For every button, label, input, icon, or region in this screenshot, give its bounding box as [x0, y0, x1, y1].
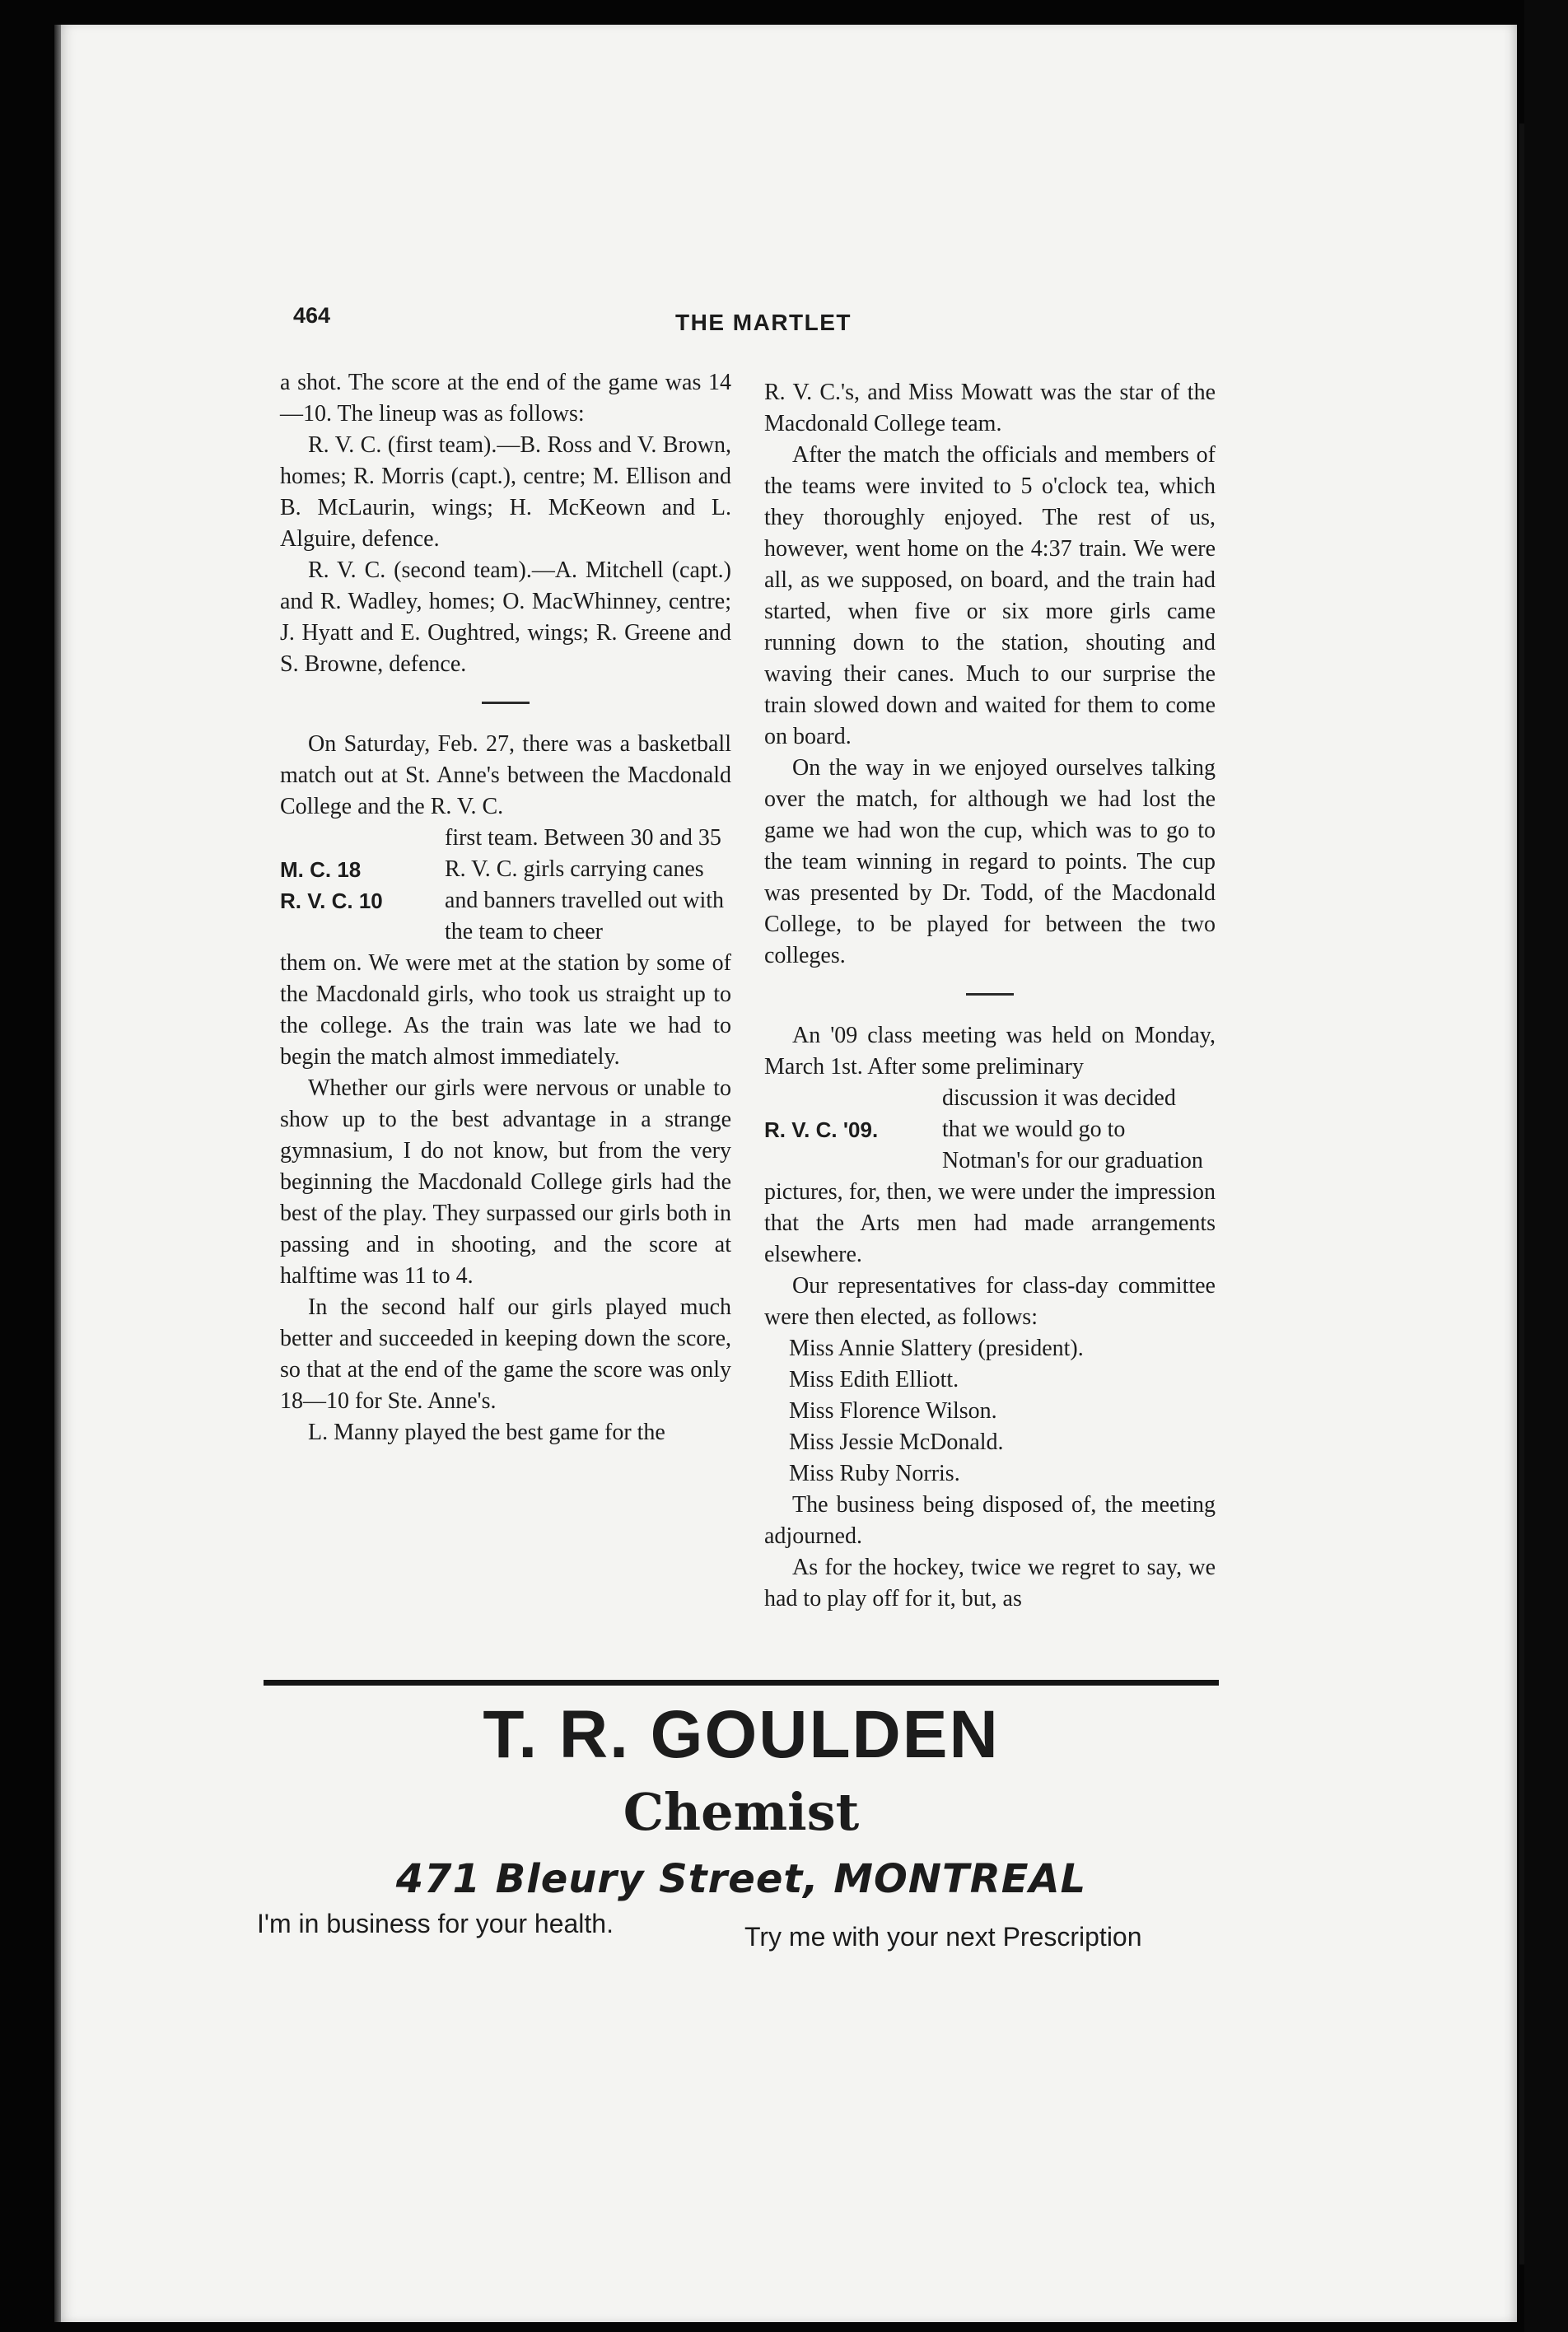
score-rvc: R. V. C. 10	[280, 888, 383, 913]
committee-member: Miss Jessie McDonald.	[789, 1430, 1004, 1455]
section-divider	[482, 702, 530, 704]
advertisement-tagline: I'm in business for your health.	[257, 1909, 614, 1938]
advertiser-trade: Chemist	[623, 1782, 860, 1842]
lineup-second-team: R. V. C. (second team).—A. Mitchell (capt.) and R. Wadley, homes; O. MacWhinney, centre; J. Hyatt and E. Oughtred, wings; R. Greene and S. Browne, defence.	[280, 557, 731, 677]
running-title: THE MARTLET	[675, 310, 852, 335]
class-sidehead-block	[764, 1083, 1216, 1177]
paragraph: discussion it was decided that we would go to Notman's for our graduation	[942, 1085, 1203, 1173]
left-column	[280, 367, 731, 1448]
paragraph: On the way in we enjoyed ourselves talking over the match, for although we had lost the game we had won the cup, which was to go to the team winning in regard to points. The cup was presented by Dr. Todd, of the Macdonald College, to be played for between the two colleges.	[764, 755, 1216, 968]
paragraph: Whether our girls were nervous or unable to show up to the best advantage in a strange gymnasium, I do not know, but from the very beginning the Macdonald College girls had the best of the play. They surpassed our girls both in passing and in shooting, and the score at halftime was 11 to 4.	[280, 1075, 731, 1289]
paragraph: In the second half our girls played much better and succeeded in keeping down the score, so that at the end of the game the score was only 18—10 for Ste. Anne's.	[280, 1294, 731, 1414]
advertisement-tagline: Try me with your next Prescription	[744, 1922, 1142, 1952]
advertisement-rule	[264, 1680, 1219, 1686]
committee-member: Miss Ruby Norris.	[789, 1461, 960, 1486]
paragraph: L. Manny played the best game for the	[308, 1420, 665, 1445]
scan-border	[1524, 0, 1568, 2332]
committee-member: Miss Annie Slattery (president).	[789, 1336, 1084, 1361]
class-label: R. V. C. '09.	[764, 1117, 879, 1142]
lineup-first-team: R. V. C. (first team).—B. Ross and V. Brown, homes; R. Morris (capt.), centre; M. Ellison and B. McLaurin, wings; H. McKeown and L. Alguire, defence.	[280, 432, 731, 552]
score-sidehead-block	[280, 823, 731, 948]
score-macdonald: M. C. 18	[280, 857, 362, 882]
paragraph: An '09 class meeting was held on Monday, March 1st. After some preliminary	[764, 1023, 1216, 1080]
right-column	[764, 377, 1216, 1615]
page-number: 464	[293, 303, 331, 328]
committee-member: Miss Edith Elliott.	[789, 1367, 959, 1392]
class-sidehead	[764, 1083, 942, 1145]
page-left-edge	[54, 25, 61, 2322]
paragraph: them on. We were met at the station by some of the Macdonald girls, who took us straight up to the college. As the train was late we had to begin the match almost immediately.	[280, 950, 731, 1070]
section-divider	[966, 993, 1014, 996]
committee-member: Miss Florence Wilson.	[789, 1398, 997, 1424]
paragraph: R. V. C.'s, and Miss Mowatt was the star of the Macdonald College team.	[764, 380, 1216, 436]
paragraph: pictures, for, then, we were under the impression that the Arts men had made arrangements elsewhere.	[764, 1179, 1216, 1267]
paragraph: Our representatives for class-day committee were then elected, as follows:	[764, 1273, 1216, 1330]
score-sidehead	[280, 823, 445, 916]
paragraph: After the match the officials and members of the teams were invited to 5 o'clock tea, which they thoroughly enjoyed. The rest of us, however, went home on the 4:37 train. We were all, as we supposed, on board, and the train had started, when five or six more girls came running down to the station, shouting and waving their canes. Much to our surprise the train slowed down and waited for them to come on board.	[764, 442, 1216, 749]
paragraph: The business being disposed of, the meeting adjourned.	[764, 1492, 1216, 1549]
paragraph: As for the hockey, twice we regret to say, we had to play off for it, but, as	[764, 1555, 1216, 1611]
paragraph: first team. Between 30 and 35 R. V. C. girls carrying canes and banners travelled out with the team to cheer	[445, 825, 725, 944]
advertiser-address: 471 Bleury Street, MONTREAL	[395, 1856, 1087, 1902]
paragraph: a shot. The score at the end of the game was 14—10. The lineup was as follows:	[280, 370, 731, 427]
paragraph: On Saturday, Feb. 27, there was a basketball match out at St. Anne's between the Macdonald College and the R. V. C.	[280, 731, 731, 819]
advertiser-name: T. R. GOULDEN	[483, 1697, 1000, 1772]
